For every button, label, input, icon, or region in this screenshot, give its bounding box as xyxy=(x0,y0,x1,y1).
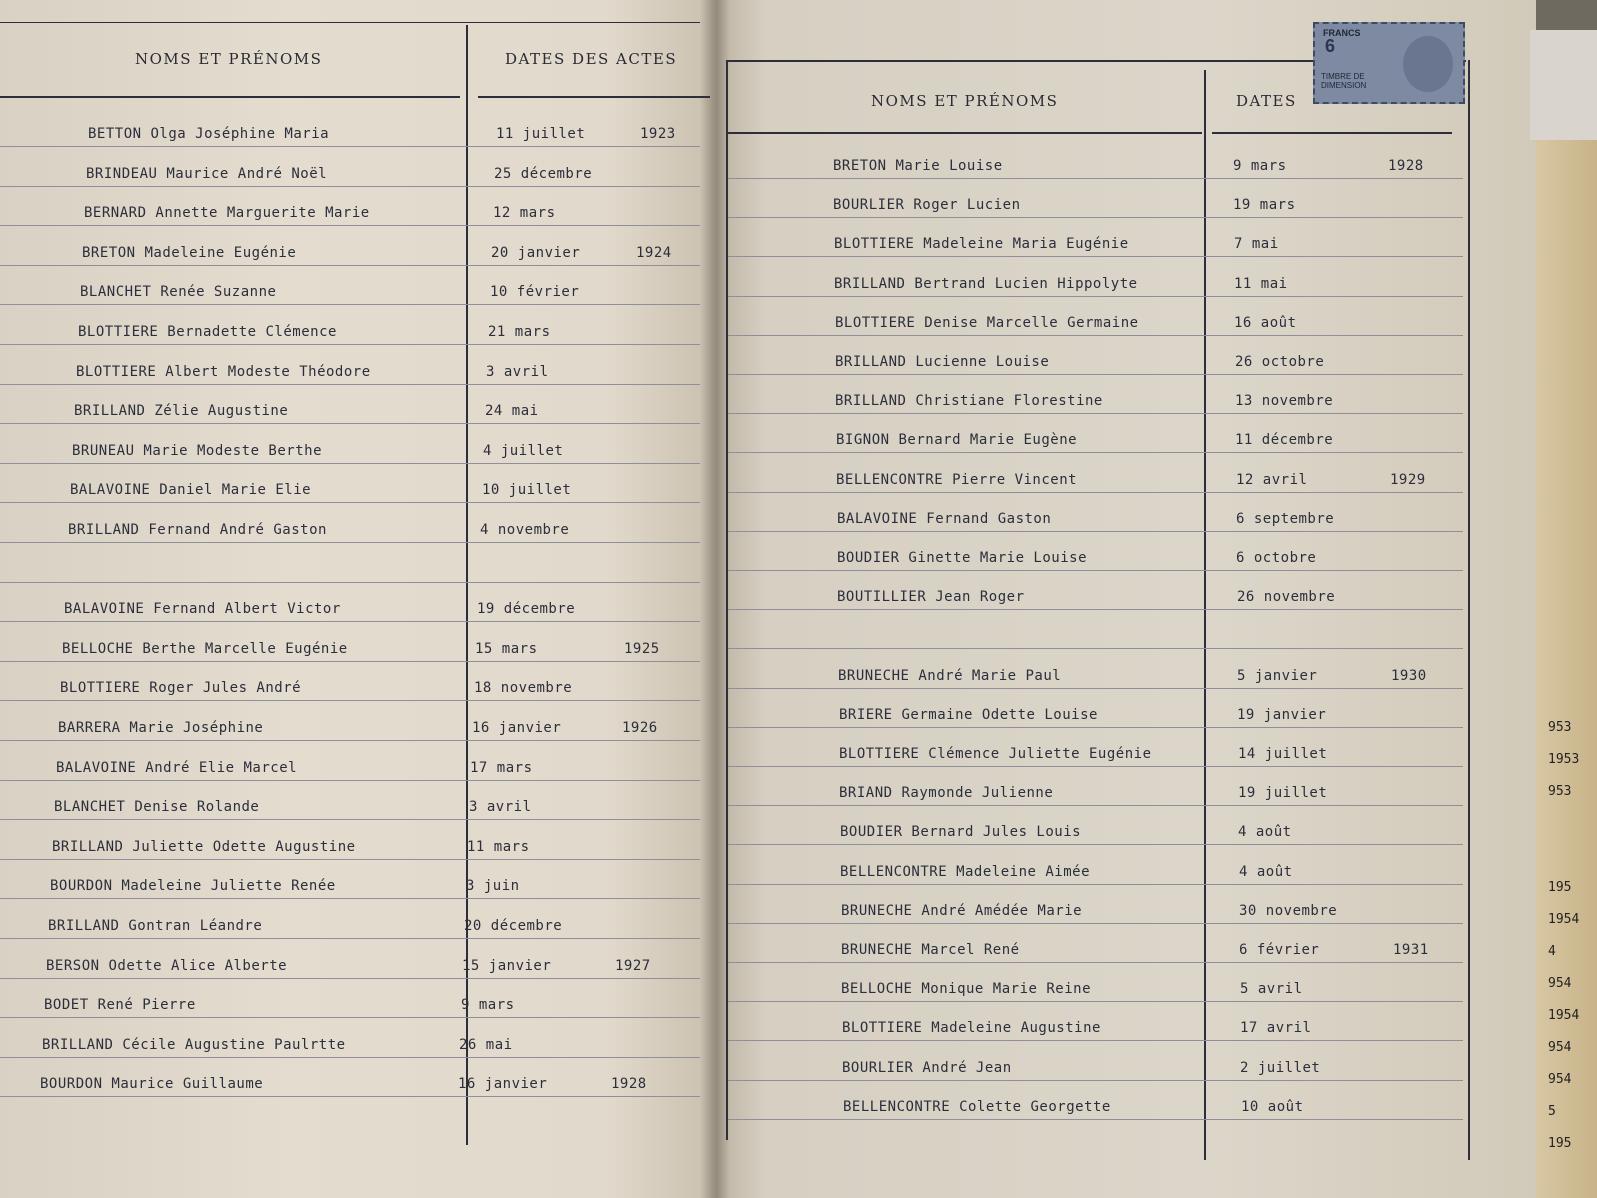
entry-name: BLOTTIERE Clémence Juliette Eugénie xyxy=(839,746,1152,762)
entry-date: 19 janvier xyxy=(1237,706,1327,723)
entry-name: BELLENCONTRE Colette Georgette xyxy=(843,1098,1111,1115)
entry-name: BELLENCONTRE Madeleine Aimée xyxy=(840,863,1091,880)
entry-date: 3 juin xyxy=(466,878,520,895)
register-row xyxy=(0,504,700,543)
revenue-stamp xyxy=(1313,22,1465,104)
entry-year: 1931 xyxy=(1393,942,1429,958)
entry-year: 1926 xyxy=(622,720,658,736)
entry-name: BRILLAND Bertrand Lucien Hippolyte xyxy=(834,275,1138,292)
dates-header: DATES DES ACTES xyxy=(505,50,678,68)
register-row xyxy=(728,767,1463,806)
entry-name: BRILLAND Zélie Augustine xyxy=(74,403,289,420)
entry-name: BELLOCHE Monique Marie Reine xyxy=(841,981,1092,998)
side-mark xyxy=(1548,816,1597,830)
stamp-text: TIMBRE DE DIMENSION xyxy=(1321,72,1367,90)
entry-name: BLOTTIERE Madeleine Maria Eugénie xyxy=(834,236,1129,253)
header-rule xyxy=(1212,132,1452,134)
adjacent-sheet xyxy=(1530,30,1597,140)
entry-name: BRINDEAU Maurice André Noël xyxy=(86,165,328,182)
entry-date: 4 novembre xyxy=(480,522,570,538)
register-row xyxy=(0,544,700,583)
side-mark: 195 xyxy=(1548,1136,1572,1151)
register-row xyxy=(728,610,1463,649)
register-row xyxy=(0,266,700,305)
stamp-amount: 6 xyxy=(1325,36,1336,56)
entry-date: 16 janvier xyxy=(458,1076,548,1093)
entry-date: 5 janvier xyxy=(1237,667,1318,684)
register-row xyxy=(728,532,1463,571)
entry-date: 19 mars xyxy=(1233,197,1296,214)
register-row xyxy=(0,1019,700,1058)
entry-date: 26 mai xyxy=(459,1036,513,1053)
entry-date: 13 novembre xyxy=(1235,393,1334,410)
entry-name: BLOTTIERE Bernadette Clémence xyxy=(78,324,337,340)
left-register-page xyxy=(0,0,716,1198)
side-mark: 954 xyxy=(1548,976,1572,991)
side-mark: 5 xyxy=(1548,1104,1556,1119)
entry-name: BODET René Pierre xyxy=(44,997,196,1014)
entry-date: 11 juillet xyxy=(496,126,586,142)
register-row xyxy=(0,742,700,781)
entry-date: 12 mars xyxy=(493,205,556,222)
entry-date: 4 juillet xyxy=(483,442,564,459)
header-rule xyxy=(728,132,1202,134)
right-register-page xyxy=(716,0,1536,1198)
register-row xyxy=(0,900,700,939)
entry-date: 24 mai xyxy=(485,403,539,420)
register-row xyxy=(728,414,1463,453)
names-header: NOMS ET PRÉNOMS xyxy=(135,50,323,68)
top-rule xyxy=(0,22,700,23)
entry-date: 26 octobre xyxy=(1235,354,1325,370)
register-row xyxy=(728,297,1463,336)
entry-name: BERNARD Annette Marguerite Marie xyxy=(84,205,370,222)
entry-date: 11 mai xyxy=(1234,275,1288,292)
entry-date: 26 novembre xyxy=(1237,589,1336,606)
entry-name: BARRERA Marie Joséphine xyxy=(58,720,264,736)
side-mark: 1954 xyxy=(1548,912,1580,927)
entry-date: 16 janvier xyxy=(472,720,562,736)
register-row xyxy=(728,140,1463,179)
register-row xyxy=(728,375,1463,414)
entry-date: 30 novembre xyxy=(1239,902,1338,919)
entry-date: 7 mai xyxy=(1234,236,1279,253)
entry-name: BRUNECHE Marcel René xyxy=(841,942,1020,958)
register-row xyxy=(0,702,700,741)
entry-name: BRIAND Raymonde Julienne xyxy=(839,785,1054,802)
entry-name: BOUDIER Ginette Marie Louise xyxy=(837,550,1088,566)
stamp-currency: FRANCS xyxy=(1323,28,1361,38)
entry-name: BRUNECHE André Marie Paul xyxy=(838,667,1062,684)
side-mark: 953 xyxy=(1548,720,1572,735)
entry-date: 5 avril xyxy=(1240,981,1303,998)
register-row xyxy=(728,650,1463,689)
register-row xyxy=(0,821,700,860)
register-row xyxy=(0,306,700,345)
register-row xyxy=(728,179,1463,218)
register-row xyxy=(0,227,700,266)
register-row xyxy=(728,924,1463,963)
side-mark xyxy=(1548,848,1597,862)
entry-date: 10 juillet xyxy=(482,482,572,499)
entry-name: BALAVOINE Fernand Albert Victor xyxy=(64,601,341,618)
side-mark: 4 xyxy=(1548,944,1556,959)
entry-date: 17 avril xyxy=(1240,1020,1312,1037)
entry-date: 17 mars xyxy=(470,759,533,776)
entry-year: 1923 xyxy=(640,126,676,142)
entry-date: 19 juillet xyxy=(1238,785,1328,802)
register-row xyxy=(728,218,1463,257)
entry-name: BOUDIER Bernard Jules Louis xyxy=(840,824,1082,841)
register-row xyxy=(0,346,700,385)
register-row xyxy=(0,979,700,1018)
entry-date: 11 décembre xyxy=(1235,432,1334,449)
entry-name: BLOTTIERE Denise Marcelle Germaine xyxy=(835,314,1139,331)
entry-date: 11 mars xyxy=(467,838,530,855)
entry-name: BRILLAND Cécile Augustine Paulrtte xyxy=(42,1036,346,1053)
register-row xyxy=(728,846,1463,885)
side-mark: 954 xyxy=(1548,1040,1572,1055)
entry-name: BRILLAND Lucienne Louise xyxy=(835,354,1050,370)
side-mark: 1953 xyxy=(1548,752,1580,767)
entry-date: 15 janvier xyxy=(462,957,552,974)
entry-name: BOURLIER André Jean xyxy=(842,1059,1012,1076)
entry-date: 3 avril xyxy=(486,363,549,380)
entry-name: BRILLAND Juliette Odette Augustine xyxy=(52,838,356,855)
entry-name: BRUNEAU Marie Modeste Berthe xyxy=(72,442,323,459)
register-row xyxy=(0,940,700,979)
header-rule xyxy=(0,96,460,98)
register-row xyxy=(728,454,1463,493)
register-row xyxy=(728,493,1463,532)
entry-name: BOURDON Madeleine Juliette Renée xyxy=(50,878,336,895)
entry-date: 15 mars xyxy=(475,640,538,657)
entry-name: BLOTTIERE Roger Jules André xyxy=(60,680,302,697)
entry-date: 4 août xyxy=(1239,863,1293,880)
entry-date: 6 février xyxy=(1239,942,1320,958)
entry-name: BLOTTIERE Albert Modeste Théodore xyxy=(76,363,371,380)
entry-name: BLOTTIERE Madeleine Augustine xyxy=(842,1020,1101,1037)
entry-date: 21 mars xyxy=(488,324,551,340)
entry-date: 2 juillet xyxy=(1240,1059,1321,1076)
entry-date: 6 octobre xyxy=(1236,550,1317,566)
register-row xyxy=(0,148,700,187)
entry-name: BRETON Madeleine Eugénie xyxy=(82,244,297,261)
register-row xyxy=(728,728,1463,767)
register-row xyxy=(728,885,1463,924)
dates-header: DATES xyxy=(1236,92,1297,110)
side-mark: 1954 xyxy=(1548,1008,1580,1023)
register-row xyxy=(728,336,1463,375)
entry-date: 16 août xyxy=(1234,314,1297,331)
register-row xyxy=(0,385,700,424)
entry-year: 1928 xyxy=(611,1076,647,1093)
entry-name: BRUNECHE André Amédée Marie xyxy=(841,902,1083,919)
entry-date: 18 novembre xyxy=(474,680,573,697)
entry-date: 14 juillet xyxy=(1238,746,1328,762)
entry-name: BETTON Olga Joséphine Maria xyxy=(88,126,330,142)
register-row xyxy=(0,623,700,662)
entry-year: 1928 xyxy=(1388,158,1424,174)
register-row xyxy=(0,583,700,622)
entry-year: 1929 xyxy=(1390,471,1426,488)
entry-date: 10 février xyxy=(490,284,580,301)
entry-date: 19 décembre xyxy=(477,601,576,618)
header-rule xyxy=(478,96,710,98)
register-row xyxy=(0,464,700,503)
register-row xyxy=(728,963,1463,1002)
entry-date: 6 septembre xyxy=(1236,510,1335,527)
register-row xyxy=(728,571,1463,610)
entry-year: 1924 xyxy=(636,244,672,261)
entry-name: BRILLAND Gontran Léandre xyxy=(48,918,263,934)
side-mark: 195 xyxy=(1548,880,1572,895)
entry-date: 10 août xyxy=(1241,1098,1304,1115)
entry-date: 25 décembre xyxy=(494,165,593,182)
right-border xyxy=(1468,60,1470,1160)
entry-name: BRIERE Germaine Odette Louise xyxy=(839,706,1098,723)
entry-date: 9 mars xyxy=(1233,158,1287,174)
register-row xyxy=(728,806,1463,845)
register-row xyxy=(0,1058,700,1097)
stamp-portrait xyxy=(1403,36,1453,92)
entry-name: BLANCHET Denise Rolande xyxy=(54,799,260,816)
register-row xyxy=(728,689,1463,728)
register-row xyxy=(728,1002,1463,1041)
entry-name: BELLOCHE Berthe Marcelle Eugénie xyxy=(62,640,348,657)
entry-date: 4 août xyxy=(1238,824,1292,841)
register-row xyxy=(0,662,700,701)
book-spine-fold xyxy=(700,0,730,1198)
entry-date: 20 décembre xyxy=(464,918,563,934)
entry-year: 1925 xyxy=(624,640,660,657)
register-row xyxy=(728,258,1463,297)
entry-name: BLANCHET Renée Suzanne xyxy=(80,284,277,301)
entry-name: BRILLAND Christiane Florestine xyxy=(835,393,1103,410)
entry-name: BERSON Odette Alice Alberte xyxy=(46,957,288,974)
register-row xyxy=(0,108,700,147)
entry-name: BALAVOINE André Elie Marcel xyxy=(56,759,298,776)
entry-name: BELLENCONTRE Pierre Vincent xyxy=(836,471,1078,488)
side-mark: 953 xyxy=(1548,784,1572,799)
entry-name: BOURDON Maurice Guillaume xyxy=(40,1076,264,1093)
entry-date: 12 avril xyxy=(1236,471,1308,488)
register-row xyxy=(728,1081,1463,1120)
entry-year: 1930 xyxy=(1391,667,1427,684)
entry-name: BIGNON Bernard Marie Eugène xyxy=(836,432,1078,449)
register-row xyxy=(0,860,700,899)
entry-name: BRILLAND Fernand André Gaston xyxy=(68,522,327,538)
entry-year: 1927 xyxy=(615,957,651,974)
register-row xyxy=(0,187,700,226)
entry-date: 20 janvier xyxy=(491,244,581,261)
entry-name: BOUTILLIER Jean Roger xyxy=(837,589,1025,606)
entry-date: 3 avril xyxy=(469,799,532,816)
entry-name: BOURLIER Roger Lucien xyxy=(833,197,1021,214)
register-row xyxy=(0,781,700,820)
register-row xyxy=(728,1042,1463,1081)
entry-date: 9 mars xyxy=(461,997,515,1014)
entry-name: BALAVOINE Daniel Marie Elie xyxy=(70,482,312,499)
adjacent-page-marks xyxy=(1548,720,1597,1198)
side-mark: 954 xyxy=(1548,1072,1572,1087)
entry-name: BRETON Marie Louise xyxy=(833,158,1003,174)
register-row xyxy=(0,425,700,464)
names-header: NOMS ET PRÉNOMS xyxy=(871,92,1059,110)
entry-name: BALAVOINE Fernand Gaston xyxy=(837,510,1052,527)
